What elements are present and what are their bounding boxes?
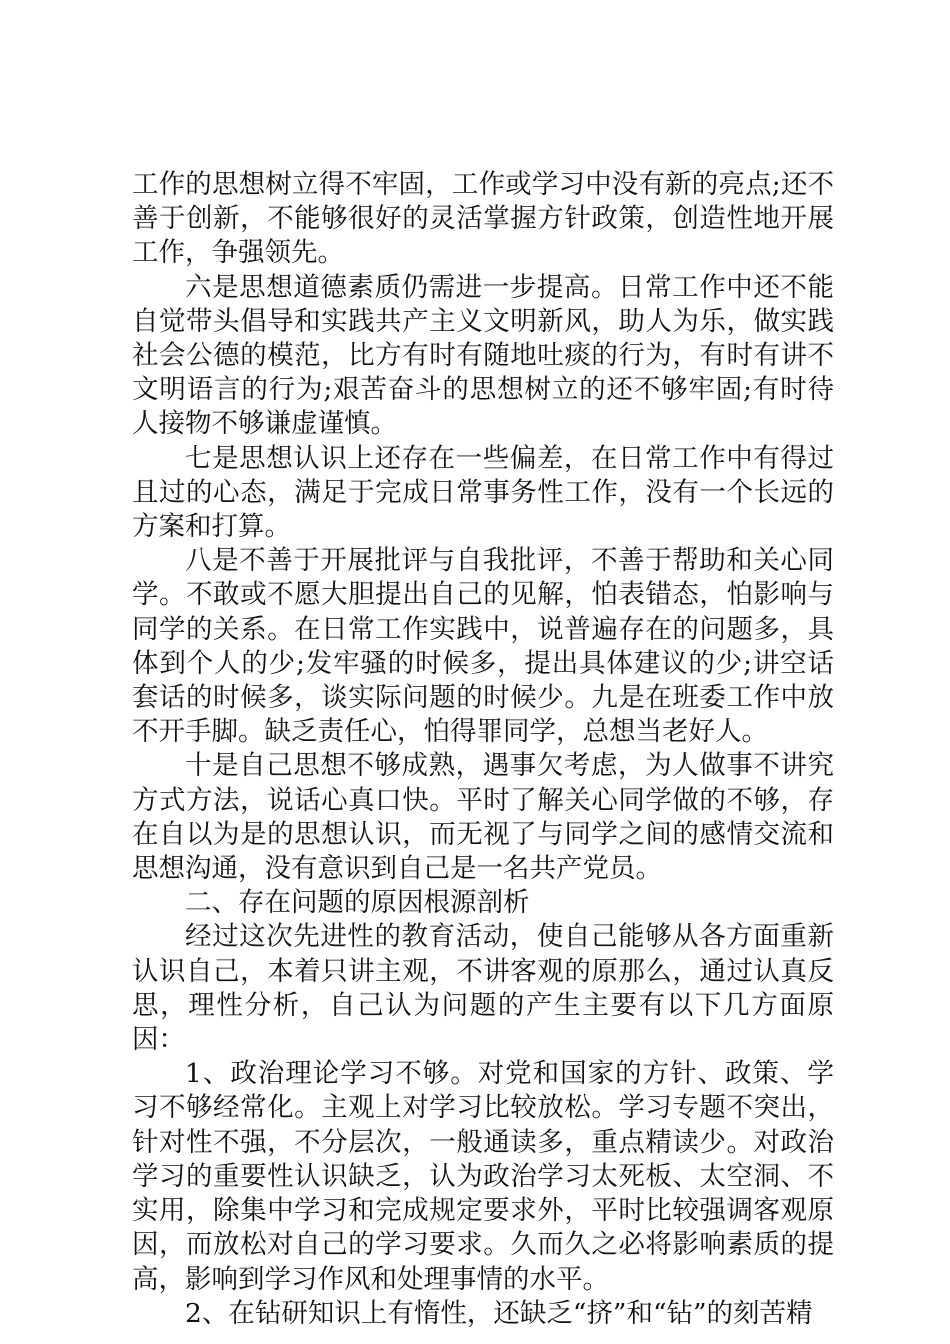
paragraph-9: 2、在钻研知识上有惰性，还缺乏“挤”和“钻”的刻苦精 <box>185 1297 813 1329</box>
paragraph-1: 工作的思想树立得不牢固，工作或学习中没有新的亮点;还不善于创新，不能够很好的灵活掌握方针政策，创造性地开展工作，争强领先。 <box>132 169 834 269</box>
section-heading: 二、存在问题的原因根源剖析 <box>185 887 530 919</box>
paragraph-2: 六是思想道德素质仍需进一步提高。日常工作中还不能自觉带头倡导和实践共产主义文明新风，助人为乐，做实践社会公德的模范，比方有时有随地吐痰的行为，有时有讲不文明语言的行为;艰苦奋斗的思想树立的还不够牢固;有时待人接物不够谦虚谨慎。 <box>132 271 834 440</box>
paragraph-3: 七是思想认识上还存在一些偏差，在日常工作中有得过且过的心态，满足于完成日常事务性工作，没有一个长远的方案和打算。 <box>132 442 834 543</box>
paragraph-4: 八是不善于开展批评与自我批评，不善于帮助和关心同学。不敢或不愿大胆提出自己的见解，怕表错态，怕影响与同学的关系。在日常工作实践中，说普遍存在的问题多，具体到个人的少;发牢骚的时候多，提出具体建议的少;讲空话套话的时候多，谈实际问题的时候少。九是在班委工作中放不开手脚。缺乏责任心，怕得罪同学，总想当老好人。 <box>132 545 834 748</box>
document-page <box>132 168 834 1331</box>
paragraph-5: 十是自己思想不够成熟，遇事欠考虑，为人做事不讲究方式方法，说话心真口快。平时了解关心同学做的不够，存在自以为是的思想认识，而无视了与同学之间的感情交流和思想沟通，没有意识到自己是一名共产党员。 <box>132 750 834 885</box>
paragraph-8: 1、政治理论学习不够。对党和国家的方针、政策、学习不够经常化。主观上对学习比较放松。学习专题不突出，针对性不强，不分层次，一般通读多，重点精读少。对政治学习的重要性认识缺乏，认为政治学习太死板、太空洞、不实用，除集中学习和完成规定要求外，平时比较强调客观原因，而放松对自己的学习要求。久而久之必将影响素质的提高，影响到学习作风和处理事情的水平。 <box>132 1058 834 1295</box>
paragraph-7: 经过这次先进性的教育活动，使自己能够从各方面重新认识自己，本着只讲主观，不讲客观的原那么，通过认真反思，理性分析，自己认为问题的产生主要有以下几方面原因： <box>132 921 834 1056</box>
